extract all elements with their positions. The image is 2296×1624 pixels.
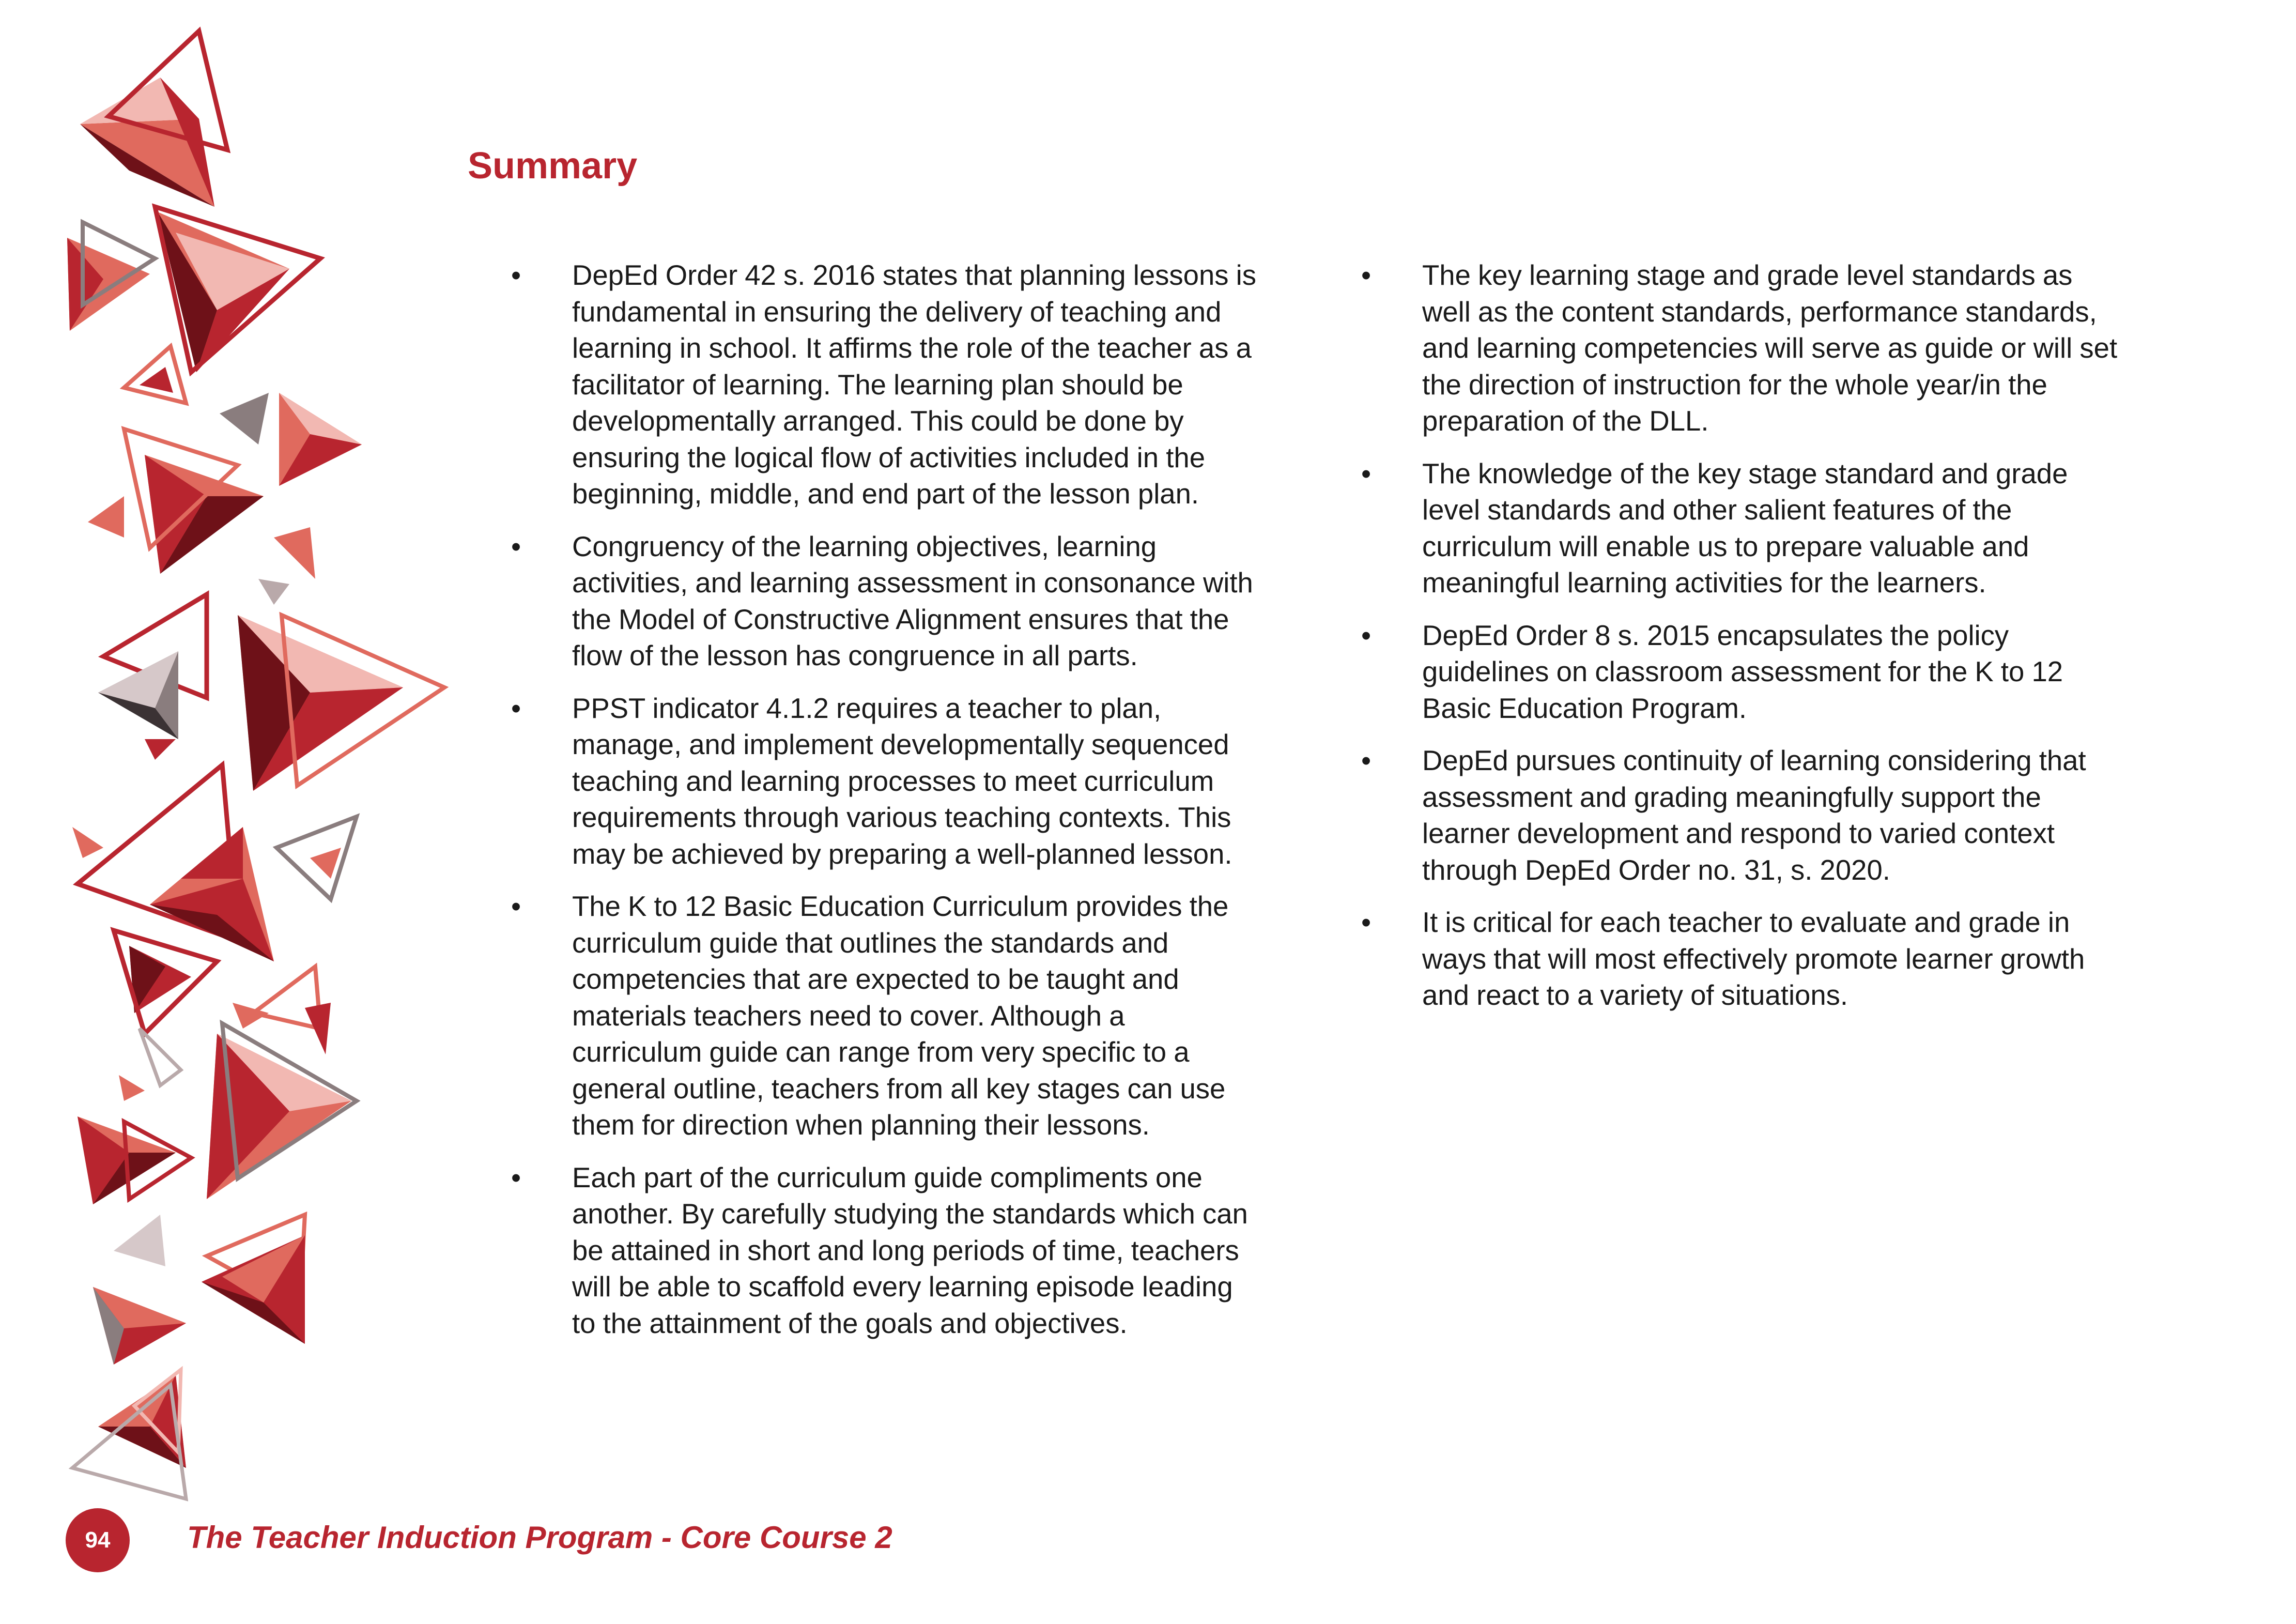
bullet-icon: •: [511, 692, 521, 724]
list-item: • The knowledge of the key stage standard and grade level standards and other salient features of the curriculum will enable us to prepare valuable and meaningful learning activities for the learners.: [1354, 456, 2119, 602]
bullet-icon: •: [1361, 619, 1372, 651]
summary-left-column: [504, 257, 1258, 1358]
list-item: • DepEd Order 42 s. 2016 states that planning lessons is fundamental in ensuring the delivery of teaching and learning in school. It affirms the role of the teacher as a facilitator of learning. The learning plan should be developmentally arranged. This could be done by ensuring the logical flow of activities included in the beginning, middle, and end part of the lesson plan.: [504, 257, 1258, 513]
list-item: • The key learning stage and grade level standards as well as the content standards, performance standards, and learning competencies will serve as guide or will set the direction of instruction for the whole year/in the preparation of the DLL.: [1354, 257, 2119, 440]
list-item: • DepEd pursues continuity of learning considering that assessment and grading meaningfully support the learner development and respond to varied context through DepEd Order no. 31, s. 2020.: [1354, 743, 2119, 888]
bullet-icon: •: [1361, 457, 1372, 489]
list-item: • Congruency of the learning objectives, learning activities, and learning assessment in consonance with the Model of Constructive Alignment ensures that the flow of the lesson has congruence in all parts.: [504, 529, 1258, 675]
bullet-icon: •: [1361, 259, 1372, 291]
list-item: • Each part of the curriculum guide compliments one another. By carefully studying the standards which can be attained in short and long periods of time, teachers will be able to scaffold every learning episode leading to the attainment of the goals and objectives.: [504, 1160, 1258, 1342]
summary-right-column: [1354, 257, 2119, 1030]
bullet-icon: •: [1361, 907, 1372, 938]
list-item: • PPST indicator 4.1.2 requires a teacher to plan, manage, and implement developmentally sequenced teaching and learning processes to meet curriculum requirements through various teaching contexts. This may be achieved by preparing a well-planned lesson.: [504, 691, 1258, 873]
bullet-icon: •: [1361, 745, 1372, 776]
page-heading: Summary: [468, 145, 638, 187]
list-item: • DepEd Order 8 s. 2015 encapsulates the policy guidelines on classroom assessment for the K to 12 Basic Education Program.: [1354, 618, 2119, 727]
bullet-icon: •: [511, 891, 521, 922]
footer-title: The Teacher Induction Program - Core Course 2: [187, 1520, 892, 1555]
page-number-badge: 94: [66, 1508, 130, 1572]
bullet-icon: •: [511, 530, 521, 562]
bullet-icon: •: [511, 259, 521, 291]
list-item: • The K to 12 Basic Education Curriculum provides the curriculum guide that outlines the standards and competencies that are expected to be taught and materials teachers need to cover. Although a curriculum guide can range from very specific to a general outline, teachers from all key stages can use them for direction when planning their lessons.: [504, 888, 1258, 1144]
list-item: • It is critical for each teacher to evaluate and grade in ways that will most effectively promote learner growth and react to a variety of situations.: [1354, 905, 2119, 1014]
bullet-icon: •: [511, 1161, 521, 1193]
